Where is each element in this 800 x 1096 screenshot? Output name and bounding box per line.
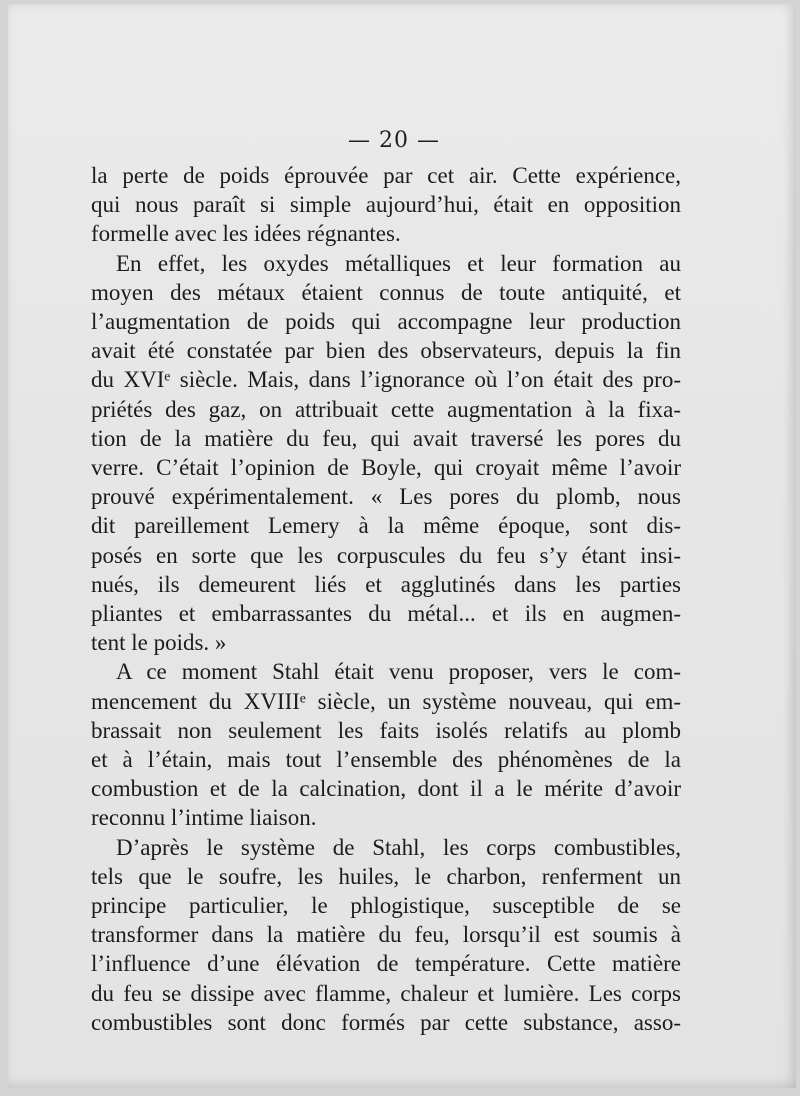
text-line: tels que le soufre, les huiles, le charbon, renferment un [91, 863, 681, 889]
text-line: principe particulier, le phlogistique, susceptible de se [91, 893, 681, 919]
text-line: verre. C’était l’opinion de Boyle, qui croyait même l’avoir [91, 455, 681, 481]
text-line: priétés des gaz, on attribuait cette augmentation à la fixa- [91, 396, 681, 422]
paragraph [91, 249, 681, 658]
page-number: — 20 — [348, 128, 440, 153]
text-line: l’augmentation de poids qui accompagne leur production [91, 309, 681, 335]
text-line: A ce moment Stahl était venu proposer, vers le com- [116, 659, 681, 685]
paragraph [91, 161, 681, 249]
paragraph [91, 657, 681, 832]
text-line: du XVIᵉ siècle. Mais, dans l’ignorance où l’on était des pro- [91, 367, 681, 393]
text-line: reconnu l’intime liaison. [91, 805, 317, 831]
text-line: moyen des métaux étaient connus de toute antiquité, et [91, 279, 681, 305]
text-line: pliantes et embarrassantes du métal... et ils en augmen- [91, 601, 681, 627]
text-line: la perte de poids éprouvée par cet air. Cette expérience, [91, 163, 681, 188]
text-line: prouvé expérimentalement. « Les pores du plomb, nous [91, 484, 681, 510]
text-line: dit pareillement Lemery à la même époque, sont dis- [91, 513, 681, 539]
book-page [8, 4, 796, 1088]
text-line: brassait non seulement les faits isolés relatifs au plomb [91, 717, 681, 743]
text-line: En effet, les oxydes métalliques et leur formation au [116, 250, 681, 276]
text-line: formelle avec les idées régnantes. [91, 221, 401, 247]
text-line: avait été constatée par bien des observateurs, depuis la fin [91, 338, 681, 364]
text-line: tent le poids. » [91, 630, 227, 656]
paragraph [91, 833, 681, 1037]
text-line: D’après le système de Stahl, les corps combustibles, [116, 834, 681, 860]
text-line: mencement du XVIIIᵉ siècle, un système nouveau, qui em- [91, 688, 681, 714]
text-line: tion de la matière du feu, qui avait traversé les pores du [91, 425, 681, 451]
text-line: posés en sorte que les corpuscules du feu s’y étant insi- [91, 542, 681, 568]
text-line: et à l’étain, mais tout l’ensemble des phénomènes de la [91, 747, 681, 773]
text-line: nués, ils demeurent liés et agglutinés dans les parties [91, 571, 681, 597]
text-line: combustibles sont donc formés par cette substance, asso- [91, 1009, 681, 1035]
text-body [91, 161, 681, 1037]
text-line: transformer dans la matière du feu, lorsqu’il est soumis à [91, 922, 681, 948]
text-line: l’influence d’une élévation de température. Cette matière [91, 951, 681, 977]
text-line: qui nous paraît si simple aujourd’hui, était en opposition [91, 192, 681, 218]
text-line: du feu se dissipe avec flamme, chaleur et lumière. Les corps [91, 980, 681, 1006]
text-line: combustion et de la calcination, dont il a le mérite d’avoir [91, 776, 681, 802]
